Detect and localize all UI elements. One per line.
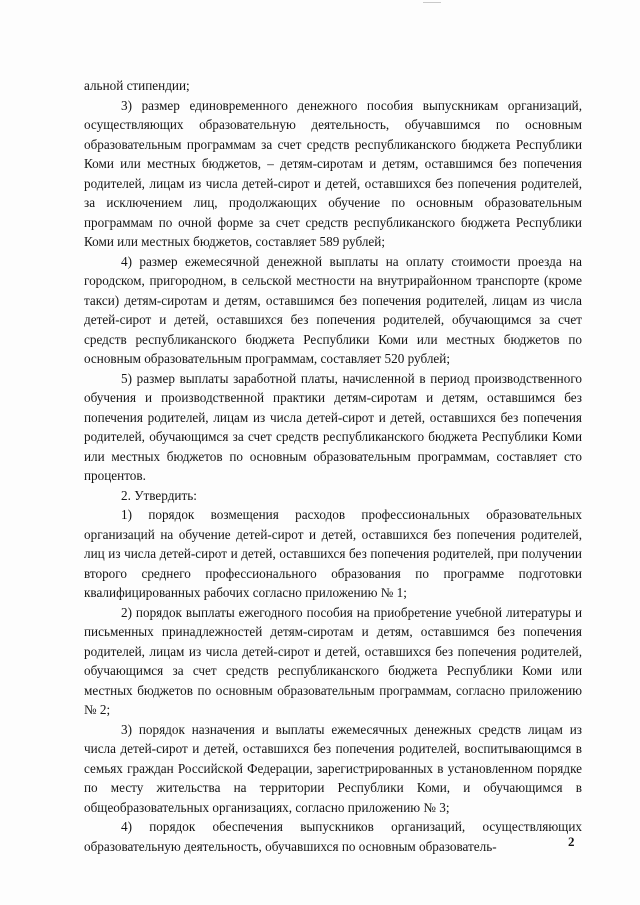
paragraph-approve-2: 2) порядок выплаты ежегодного пособия на приобретение учебной литературы и письменных принадлежностей детям-сиротам и детям, оставшимся без попечения родителей, лицам из числа детей-сирот и детей, оставшихся без попечения родителей, обучающимся за счет средств республиканского бюджета Республики Коми или местных бюджетов по основным образовательным программам, согласно приложению № 2;: [84, 604, 582, 717]
document-body: [84, 76, 582, 856]
paragraph-item-5: 5) размер выплаты заработной платы, начисленной в период производственного обучения и производственной практики детям-сиротам и детям, оставшимся без попечения родителей, лицам из числа детей-сирот и детей, оставшихся без попечения родителей, обучающимся за счет средств республиканского бюджета Республики Коми или местных бюджетов по основным образовательным программам, составляет сто процентов.: [84, 370, 582, 483]
page-number: 2: [568, 834, 575, 849]
paragraph-section-2: 2. Утвердить:: [121, 487, 197, 503]
scan-mark: [423, 2, 441, 3]
paragraph-approve-3: 3) порядок назначения и выплаты ежемесячных денежных средств лицам из числа детей-сирот и детей, оставшихся без попечения родителей, воспитывающимся в семьях граждан Российской Федерации, зарегистрированных в установленном порядке по месту жительства на территории Республики Коми, и обучающимся в общеобразовательных организациях, согласно приложению № 3;: [84, 721, 582, 815]
paragraph-approve-4: 4) порядок обеспечения выпускников организаций, осуществляющих образовательную деятельность, обучавшихся по основным образователь-: [84, 819, 582, 854]
paragraph-item-4: 4) размер ежемесячной денежной выплаты на оплату стоимости проезда на городском, пригородном, в сельской местности на внутрирайонном транспорте (кроме такси) детям-сиротам и детям, оставшимся без попечения родителей, лицам из числа детей-сирот и детей, оставшихся без попечения родителей, обучающимся за счет средств республиканского бюджета Республики Коми или местных бюджетов по основным образовательным программам, составляет 520 рублей;: [84, 253, 582, 366]
paragraph-approve-1: 1) порядок возмещения расходов профессиональных образовательных организаций на обучение детей-сирот и детей, оставшихся без попечения родителей, лиц из числа детей-сирот и детей, оставшихся без попечения родителей, при получении второго среднего профессионального образования по программе подготовки квалифицированных рабочих согласно приложению № 1;: [84, 507, 582, 600]
paragraph-continuation: альной стипендии;: [84, 78, 190, 93]
paragraph-item-3: 3) размер единовременного денежного пособия выпускникам организаций, осуществляющих образовательную деятельность, обучавшимся по основным образовательным программам за счет средств республиканского бюджета Республики Коми или местных бюджетов, – детям-сиротам и детям, оставшимся без попечения родителей, лицам из числа детей-сирот и детей, оставшихся без попечения родителей, за исключением лиц, продолжающих обучение по основным образовательным программам по очной форме за счет средств республиканского бюджета Республики Коми или местных бюджетов, составляет 589 рублей;: [84, 97, 582, 249]
